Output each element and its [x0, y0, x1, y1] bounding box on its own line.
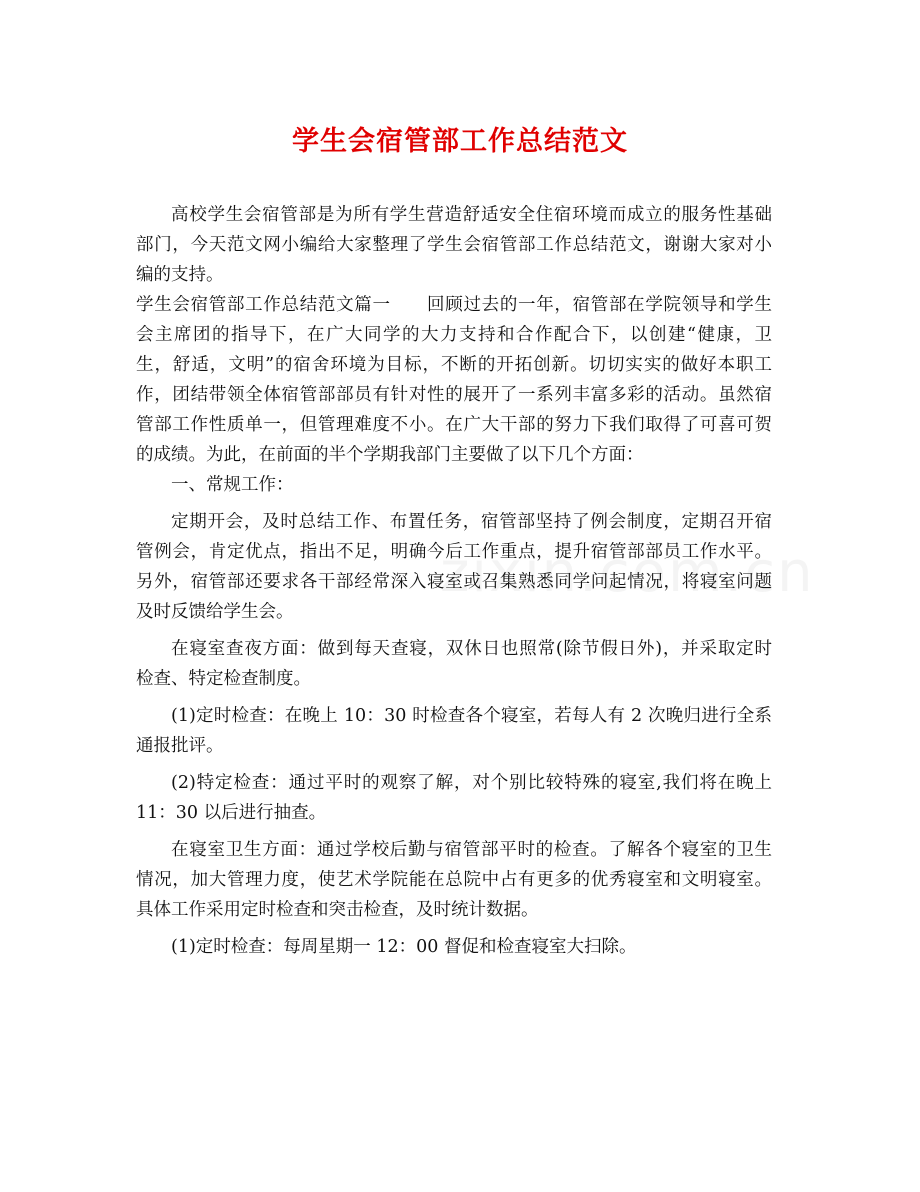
- text-line: 具体工作采用定时检查和突击检查，及时统计数据。: [136, 900, 539, 920]
- text-line: 部门，今天范文网小编给大家整理了学生会宿管部工作总结范文，谢谢大家对小: [136, 235, 772, 255]
- text-line: 会主席团的指导下，在广大同学的大力支持和合作配合下，以创建“健康，卫: [136, 325, 772, 345]
- text-line: 情况，加大管理力度，使艺术学院能在总院中占有更多的优秀寝室和文明寝室。: [136, 870, 772, 890]
- text-line: 检查、特定检查制度。: [136, 669, 311, 689]
- document-title: 学生会宿管部工作总结范文: [292, 126, 628, 157]
- section-heading: 一、常规工作：: [171, 475, 294, 495]
- text-line: 高校学生会宿管部是为所有学生营造舒适安全住宿环境而成立的服务性基础: [171, 205, 772, 225]
- text-line: 管部工作性质单一，但管理难度不小。在广大干部的努力下我们取得了可喜可贺: [136, 415, 772, 435]
- document-body: [136, 200, 772, 962]
- text-line: 另外，宿管部还要求各干部经常深入寝室或召集熟悉同学问起情况，将寝室问题: [136, 572, 772, 592]
- text-line: 通报批评。: [136, 736, 224, 756]
- text-line: 在寝室卫生方面：通过学校后勤与宿管部平时的检查。了解各个寝室的卫生: [171, 840, 772, 860]
- text-line: 11：30 以后进行抽查。: [136, 803, 327, 823]
- text-line: 生，舒适，文明”的宿舍环境为目标，不断的开拓创新。切切实实的做好本职工: [136, 355, 772, 375]
- text-line: 在寝室查夜方面：做到每天查寝，双休日也照常(除节假日外)，并采取定时: [171, 639, 772, 659]
- text-line: (2)特定检查：通过平时的观察了解，对个别比较特殊的寝室,我们将在晚上: [171, 773, 772, 793]
- text-line: (1)定时检查：在晚上 10：30 时检查各个寝室，若每人有 2 次晚归进行全系: [171, 706, 772, 726]
- text-line: 定期开会，及时总结工作、布置任务，宿管部坚持了例会制度，定期召开宿: [171, 512, 772, 532]
- text-line: 及时反馈给学生会。: [136, 602, 294, 622]
- text-line: 作，团结带领全体宿管部部员有针对性的展开了一系列丰富多彩的活动。虽然宿: [136, 385, 772, 405]
- text-line: (1)定时检查：每周星期一 12：00 督促和检查寝室大扫除。: [171, 937, 637, 957]
- text-line: 编的支持。: [136, 265, 224, 285]
- text-line: 学生会宿管部工作总结范文篇一 回顾过去的一年，宿管部在学院领导和学生: [136, 295, 772, 315]
- text-line: 的成绩。为此，在前面的半个学期我部门主要做了以下几个方面：: [136, 445, 644, 465]
- text-line: 管例会，肯定优点，指出不足，明确今后工作重点，提升宿管部部员工作水平。: [136, 542, 772, 562]
